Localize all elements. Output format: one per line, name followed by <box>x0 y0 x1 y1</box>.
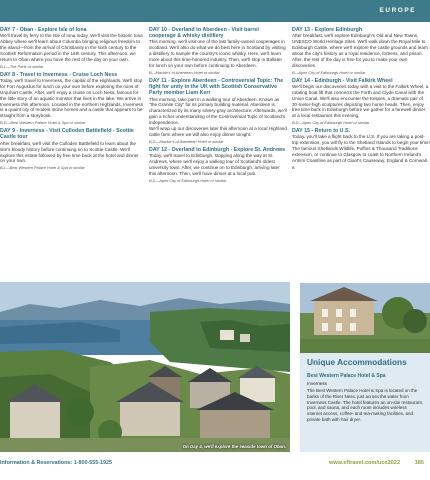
unique-accommodations <box>300 283 430 452</box>
day-text: This morning, take part in a walking tour of Aberdeen. Known as "the Granite City" for its primary building material, Aberdeen is characterized by its many silvery-gray architecture. Afterwards, we'll gain a richer understanding of the Controversial Topic of Scotland's independence. We'll wrap up our discoveries later this afternoon at a local Highland cattle farm where we will also enjoy dinner tonight. <box>149 96 287 137</box>
day-meal: B,L—Best Western Palace Hotel & Spa or similar <box>0 165 85 171</box>
day-15 <box>292 128 430 170</box>
photo-caption: On Day 4, we'll explore the seaside town of Oban. <box>182 444 286 449</box>
page-number: 185 <box>414 460 424 466</box>
day-text: Today, we'll travel to Edinburgh, stopping along the way at St. Andrews, where we'll enjoy a walking tour of Scotland's oldest university town. After, we continue on to Edinburgh, arriving later this afternoon. Then, we'll have dinner at a local pub. <box>149 153 280 176</box>
hotel-info-box <box>300 353 430 452</box>
phone-number[interactable]: 1-800-555-1925 <box>73 460 113 466</box>
day-meal: B,D—Apex City of Edinburgh Hotel or similar <box>292 120 370 126</box>
day-text: Today, you'll take a flight back to the U.S. If you are taking a post-trip extension, you will fly to the Shetland Islands to begin your time! The famous Shetlands Wildlife, Puffins & Thousand Traditions extension, or continue to Glasgow to coast to Northern Ireland's Antrim Coastline as part of Giant's Causeway, England & Cornwall. <box>292 134 430 164</box>
day-meal: B,D—Apex City of Edinburgh Hotel or similar <box>149 177 227 183</box>
day-meal: B,D—Mackie's of Aberdeen Hotel or similar <box>149 138 224 144</box>
oban-photo <box>0 282 290 452</box>
day-meal: B,D—Best Western Palace Hotel & Spa or similar <box>0 120 86 126</box>
oban-harbor-illustration <box>0 282 290 452</box>
day-9 <box>0 128 143 170</box>
region-label: EUROPE <box>379 7 416 14</box>
reservations-info <box>0 460 112 466</box>
website-link[interactable]: www.eftravel.com/uce2022 <box>329 460 400 466</box>
page-footer <box>0 455 430 480</box>
hotel-photo <box>300 283 430 353</box>
day-text: We'll begin our discoveries today with a visit to the Falkirk Wheel, a rotating boat lift that connects the Forth and Clyde Canal with the Union Canal. We'll also encounter the Kelpies, a dramatic pair of 30-meter-high sculptures depicting two horse heads. Then, enjoy free time back in Edinburgh before we gather for a farewell dinner at a local restaurant this evening. <box>292 83 429 119</box>
day-text: After breakfast, we'll visit the Culloden Battlefield to learn about the site's bloody history before continuing on to Scottie Castle. We'll explore this estate followed by free time back at the hotel and dinner on your own. <box>0 140 139 164</box>
meal-marker: B <box>292 165 295 171</box>
day-12 <box>149 147 287 183</box>
reservations-label: Information & Reservations: <box>0 460 73 466</box>
day-title: DAY 9 - Inverness - Visit Culloden Battlefield - Scottie Castle tour <box>0 128 134 141</box>
day-text: Today, we'll travel to Inverness, the capital of the Highlands. We'll stop for Fort Augustus for lunch on your own before exploring the ruins of Urquhart Castle. After, we'll enjoy a cruise on Loch Ness, famous for the little story of an aquatic monster that lives in the lake. We arrive in Inverness this afternoon. Located in the northern Highlands, Inverness is a quaint city of modest stone homes and a castle that appears to be straight from a storybook. <box>0 77 144 119</box>
hotel-description: The Best Western Palace Hotel & Spa is located on the banks of the River Ness, just across the water from Inverness Castle. The hotel features an on-site restaurant, pool, and sauna, and each room includes wireless internet access, coffee- and tea-making facilities, and private bath with hair dryer. <box>307 388 423 422</box>
hotel-location: Inverness <box>307 381 327 386</box>
day-title: DAY 10 - Overland to Aberdeen - Visit barrel cooperage & whisky distillery <box>149 27 259 40</box>
day-title: DAY 15 - Return to U.S. <box>292 128 350 135</box>
day-title: DAY 7 - Oban - Explore Isle of Iona <box>0 27 87 33</box>
day-title: DAY 8 - Travel to Inverness - Cruise Loch Ness <box>0 71 118 78</box>
day-meal: B—Apex City of Edinburgh Hotel or similar <box>292 69 366 75</box>
day-title: DAY 11 - Explore Aberdeen - Controversial Topic: The fight for unity in the UK with Scottish Conservative Party member Liam Kerr <box>149 77 284 97</box>
day-title: DAY 13 - Explore Edinburgh <box>292 27 363 33</box>
itinerary-column-1 <box>0 27 143 173</box>
day-text: After breakfast, we'll explore Edinburgh's Old and New Towns, UNESCO World Heritage Sites. We'll walk down the Royal Mile to Edinburgh Castle, where we'll explore the castle grounds and learn about the city's history as a royal residence, fortress, and prison. After, the rest of the day is free for you to make your own discoveries. <box>292 33 428 68</box>
day-title: DAY 14 - Edinburgh - Visit Falkirk Wheel <box>292 77 393 84</box>
itinerary-column-3 <box>292 27 430 173</box>
hotel-name: Best Western Palace Hotel & Spa <box>307 373 386 379</box>
itinerary-column-2 <box>149 27 287 186</box>
day-title: DAY 12 - Overland to Edinburgh - Explore St. Andrews <box>149 146 286 153</box>
accommodations-heading: Unique Accommodations <box>307 357 407 367</box>
day-11 <box>149 78 287 144</box>
day-8 <box>0 72 143 126</box>
day-13 <box>292 27 430 75</box>
day-14 <box>292 78 430 126</box>
day-meal: B,L—The Perle or similar <box>0 63 44 69</box>
hotel-illustration <box>300 283 430 353</box>
day-text: This morning, we'll visit one of the last family-owned cooperages in Scotland. We'll also do what we do best here in Scotland by visiting a distillery to sample the country's iconic whisky. Here, we'll learn more about this time-honored industry. Then, we'll stop in Ballater for lunch on your own before continuing to Aberdeen. <box>149 39 286 69</box>
day-meal: B—Mackie's of Aberdeen Hotel or similar <box>149 69 220 75</box>
day-10 <box>149 27 287 75</box>
header-bar <box>0 0 430 22</box>
day-text: We'll travel by ferry to the Isle of Iona today. We'll visit the historic Iona Abbey where we'll learn about Columba bringing religious freedom to the island—from the arrival of Christianity in the sixth century to the Scottish Reformation period in the 16th century. This afternoon, we return to Oban where you have the rest of the day on your own. <box>0 33 143 62</box>
day-7 <box>0 27 143 69</box>
